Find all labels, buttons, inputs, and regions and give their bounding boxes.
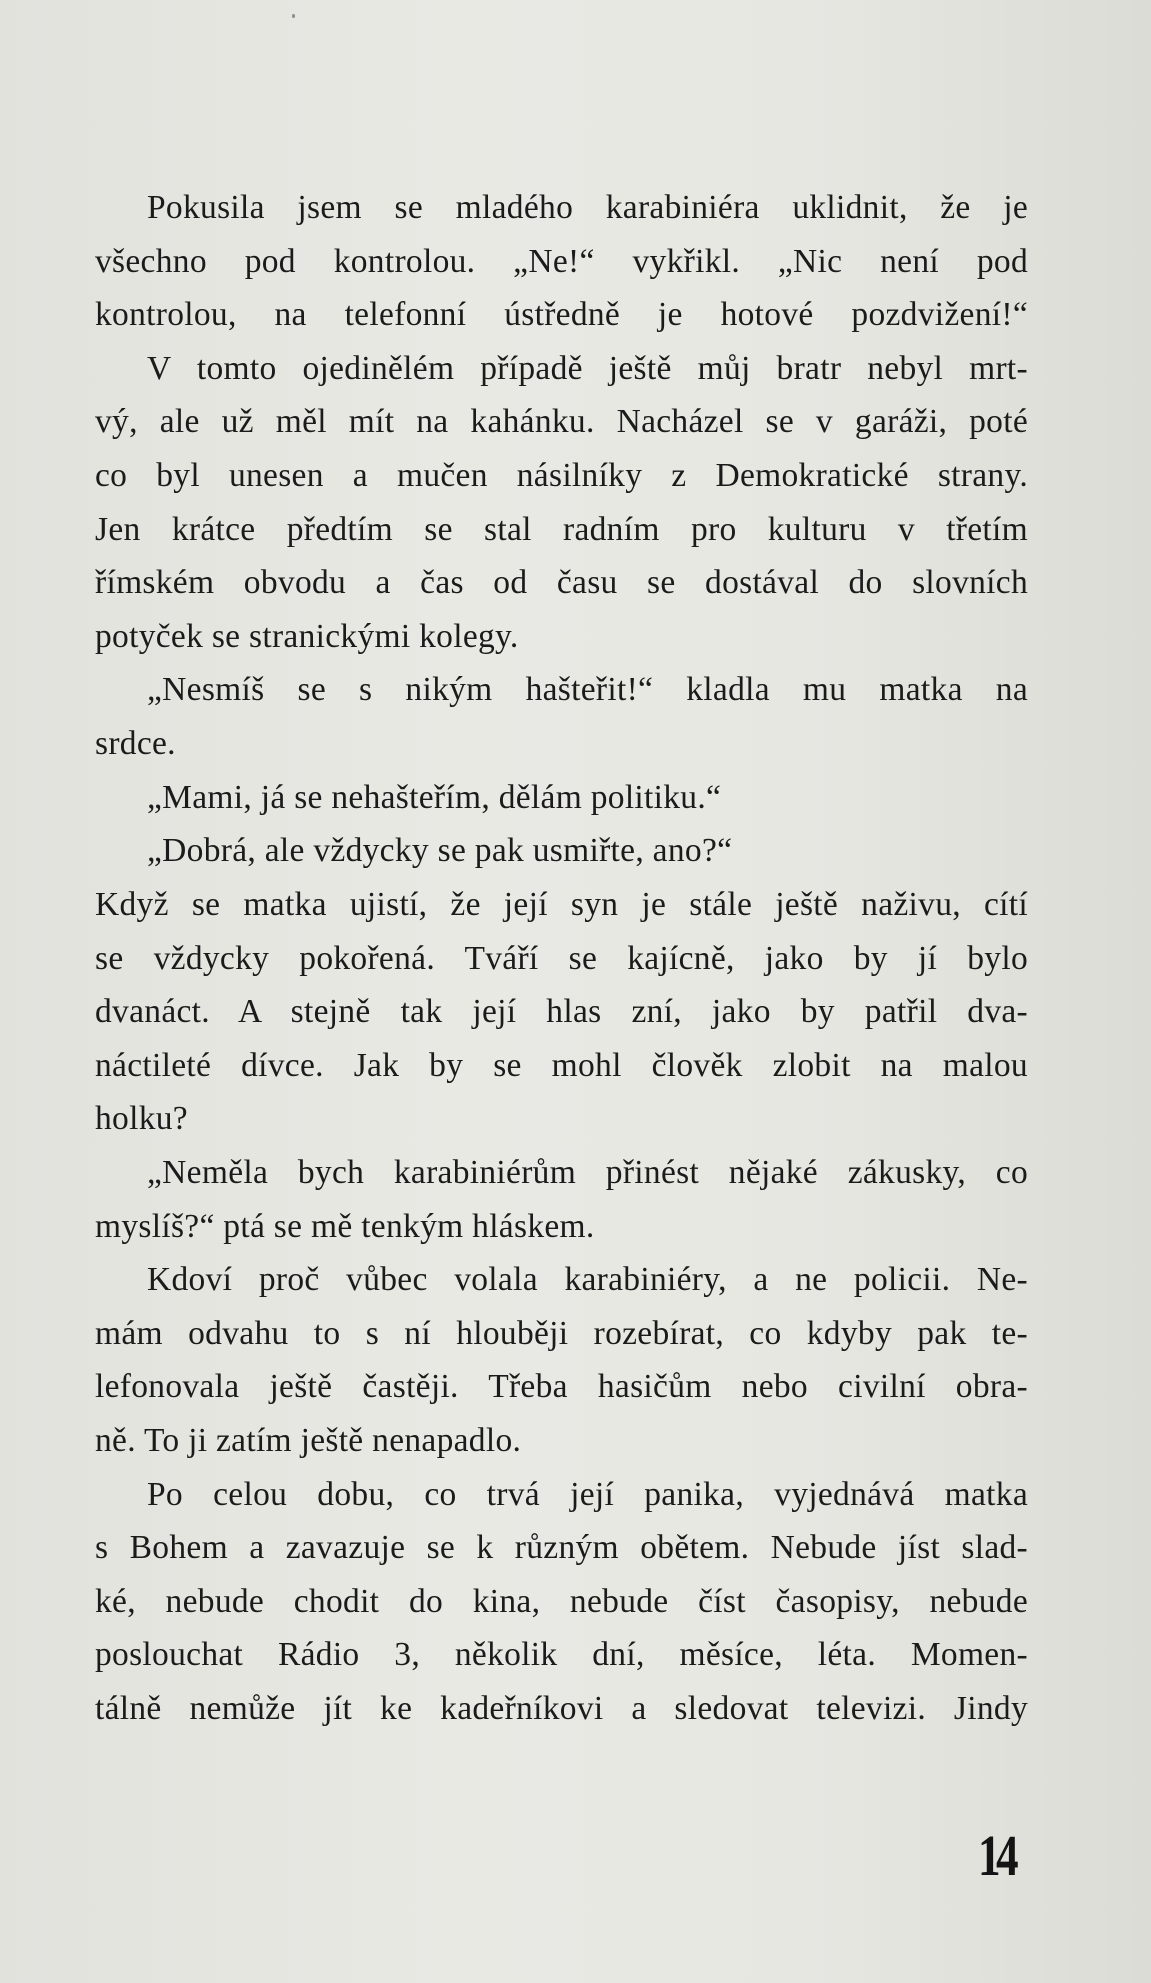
text-line: římském obvodu a čas od času se dostával do slovních (95, 564, 1028, 602)
text-line: „Nesmíš se s nikým hašteřit!“ kladla mu matka na (147, 671, 1028, 709)
text-line: kontrolou, na telefonní ústředně je hotové pozdvižení!“ (95, 296, 1028, 334)
text-line: Jen krátce předtím se stal radním pro kulturu v třetím (95, 510, 1028, 548)
text-line: Kdoví proč vůbec volala karabiniéry, a ne policii. Ne- (147, 1261, 1028, 1299)
text-line: Pokusila jsem se mladého karabiniéra uklidnit, že je (147, 189, 1028, 226)
text-line: holku? (95, 1100, 188, 1138)
text-line: tálně nemůže jít ke kadeřníkovi a sledovat televizi. Jindy (95, 1689, 1028, 1727)
page-number: 14 (978, 1823, 1014, 1888)
text-block-lower (95, 878, 1028, 1736)
text-line: Když se matka ujistí, že její syn je stále ještě naživu, cítí (95, 886, 1028, 923)
text-line: mám odvahu to s ní hlouběji rozebírat, co kdyby pak te- (95, 1314, 1028, 1352)
text-line: se vždycky pokořená. Tváří se kajícně, jako by jí bylo (95, 939, 1028, 977)
text-block-upper (95, 181, 1028, 878)
text-line: „Dobrá, ale vždycky se pak usmiřte, ano?“ (147, 832, 733, 870)
text-line: srdce. (95, 724, 176, 762)
text-line: vý, ale už měl mít na kahánku. Nacházel se v garáži, poté (95, 403, 1028, 441)
text-line: všechno pod kontrolou. „Ne!“ vykřikl. „Nic není pod (95, 242, 1028, 280)
text-line: poslouchat Rádio 3, několik dní, měsíce, léta. Momen- (95, 1636, 1028, 1674)
text-line: co byl unesen a mučen násilníky z Demokratické strany. (95, 456, 1028, 494)
text-line: ně. To ji zatím ještě nenapadlo. (95, 1421, 522, 1459)
text-line: „Mami, já se nehašteřím, dělám politiku.“ (147, 778, 722, 816)
text-line: ké, nebude chodit do kina, nebude číst časopisy, nebude (95, 1582, 1028, 1620)
text-line: s Bohem a zavazuje se k různým obětem. Nebude jíst slad- (95, 1529, 1028, 1567)
text-line: potyček se stranickými kolegy. (95, 617, 519, 655)
text-line: dvanáct. A stejně tak její hlas zní, jako by patřil dva- (95, 993, 1028, 1031)
text-line: „Neměla bych karabiniérům přinést nějaké zákusky, co (147, 1153, 1028, 1191)
text-line: Po celou dobu, co trvá její panika, vyjednává matka (147, 1475, 1028, 1513)
paper-speck (292, 14, 295, 18)
text-line: náctileté dívce. Jak by se mohl člověk zlobit na malou (95, 1046, 1028, 1084)
text-line: lefonovala ještě častěji. Třeba hasičům nebo civilní obra- (95, 1368, 1028, 1406)
text-line: myslíš?“ ptá se mě tenkým hláskem. (95, 1207, 595, 1245)
text-line: V tomto ojedinělém případě ještě můj bratr nebyl mrt- (147, 349, 1028, 387)
